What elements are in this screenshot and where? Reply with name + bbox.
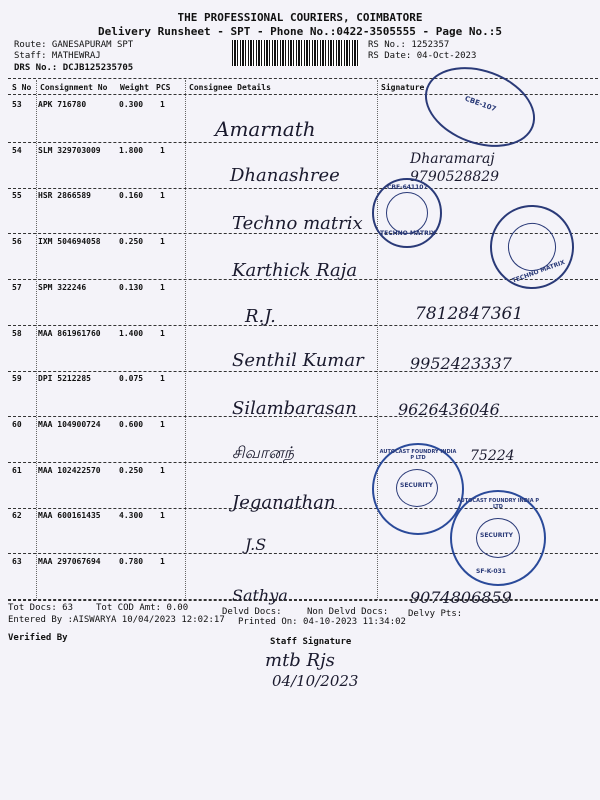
autocast-stamp — [450, 490, 546, 586]
row-weight: 0.780 — [119, 557, 144, 566]
col-consignee: Consignee Details — [189, 83, 271, 92]
row-consignment: MAA 600161435 — [38, 511, 101, 520]
stamp-name: AUTOCAST FOUNDRY INDIA P LTD — [379, 449, 457, 461]
total-docs: Tot Docs: 63 — [8, 603, 74, 613]
stamp-name: TECHNO MATRIX — [380, 230, 436, 237]
row-consignment: DPI 5212285 — [38, 374, 91, 383]
hw-consignee: Amarnath — [215, 117, 316, 141]
route: Route: GANESAPURAM SPT — [14, 40, 134, 50]
hw-consignee: J.S — [245, 535, 267, 554]
row-pcs: 1 — [160, 420, 165, 429]
row-sno: 56 — [12, 237, 22, 246]
row-pcs: 1 — [160, 511, 165, 520]
entered-by: Entered By :AISWARYA 10/04/2023 12:02:17 — [8, 615, 225, 625]
row-sno: 62 — [12, 511, 22, 520]
hw-consignee: Techno matrix — [232, 213, 363, 234]
divider — [8, 600, 598, 601]
company-stamp — [414, 53, 546, 162]
stamp-code: CBE-641107 — [387, 184, 428, 191]
techno-matrix-stamp — [372, 178, 442, 248]
row-weight: 0.300 — [119, 100, 144, 109]
col-pcs: PCS — [156, 83, 171, 92]
row-consignment: MAA 102422570 — [38, 466, 101, 475]
row-consignment: MAA 297067694 — [38, 557, 101, 566]
verified-by: Verified By — [8, 633, 68, 643]
row-weight: 0.600 — [119, 420, 144, 429]
row-sno: 54 — [12, 146, 22, 155]
row-sno: 57 — [12, 283, 22, 292]
hw-consignee: R.J. — [245, 306, 276, 327]
hw-signature: 9074806859 — [410, 588, 512, 607]
hw-signature: 9952423337 — [410, 354, 512, 373]
col-weight: Weight — [120, 83, 149, 92]
row-consignment: MAA 861961760 — [38, 329, 101, 338]
staff-signature-label: Staff Signature — [270, 637, 352, 647]
row-divider — [8, 188, 598, 189]
row-pcs: 1 — [160, 237, 165, 246]
autocast-stamp — [372, 443, 464, 535]
staff-sign-date: 04/10/2023 — [272, 672, 359, 690]
hw-consignee: Senthil Kumar — [232, 350, 364, 371]
hw-consignee: சிவானந் — [232, 443, 294, 462]
row-pcs: 1 — [160, 329, 165, 338]
col-guide — [36, 80, 37, 600]
row-weight: 0.250 — [119, 237, 144, 246]
hw-signature: Dharamaraj 9790528829 — [410, 151, 500, 185]
row-weight: 0.075 — [119, 374, 144, 383]
row-pcs: 1 — [160, 374, 165, 383]
row-consignment: IXM 504694058 — [38, 237, 101, 246]
row-pcs: 1 — [160, 283, 165, 292]
rs-date: RS Date: 04-Oct-2023 — [368, 51, 477, 61]
hw-signature: 7812847361 — [415, 304, 524, 324]
row-consignment: MAA 104900724 — [38, 420, 101, 429]
col-guide — [377, 80, 378, 600]
hw-consignee: Karthick Raja — [232, 260, 358, 281]
row-pcs: 1 — [160, 146, 165, 155]
stamp-code: CBE-107 — [463, 94, 498, 114]
staff: Staff: MATHEWRAJ — [14, 51, 101, 61]
row-weight: 0.130 — [119, 283, 144, 292]
stamp-security: SECURITY — [400, 482, 433, 489]
row-weight: 1.400 — [119, 329, 144, 338]
row-sno: 58 — [12, 329, 22, 338]
row-weight: 1.800 — [119, 146, 144, 155]
barcode — [232, 40, 360, 66]
stamp-security: SECURITY — [480, 532, 513, 539]
hw-consignee: Dhanashree — [230, 165, 340, 186]
techno-matrix-stamp — [478, 193, 586, 301]
runsheet-subtitle: Delivery Runsheet - SPT - Phone No.:0422-3505555 - Page No.:5 — [98, 25, 502, 38]
col-sno: S No — [12, 83, 32, 92]
row-consignment: SLM 329703009 — [38, 146, 101, 155]
printed-on: Printed On: 04-10-2023 11:34:02 — [238, 617, 406, 627]
row-consignment: SPM 322246 — [38, 283, 87, 292]
delivery-points: Delvy Pts: — [408, 609, 463, 619]
row-weight: 0.250 — [119, 466, 144, 475]
row-sno: 53 — [12, 100, 22, 109]
hw-consignee: Silambarasan — [232, 398, 357, 419]
row-sno: 59 — [12, 374, 22, 383]
non-delivered-docs: Non Delvd Docs: — [307, 607, 389, 617]
row-divider — [8, 325, 598, 326]
col-consignment: Consignment No — [40, 83, 108, 92]
row-sno: 60 — [12, 420, 22, 429]
hw-consignee: Sathya — [232, 586, 288, 605]
stamp-name: TECHNO MATRIX — [511, 258, 566, 285]
row-sno: 61 — [12, 466, 22, 475]
col-signature: Signature — [381, 83, 425, 92]
stamp-code: SF-K-031 — [476, 568, 506, 575]
hw-signature: 9626436046 — [398, 400, 500, 419]
row-pcs: 1 — [160, 557, 165, 566]
divider — [8, 78, 598, 79]
row-pcs: 1 — [160, 466, 165, 475]
staff-signature: mtb Rjs — [265, 650, 335, 671]
row-pcs: 1 — [160, 100, 165, 109]
row-sno: 63 — [12, 557, 22, 566]
drs-number: DRS No.: DCJB125235705 — [14, 63, 134, 73]
row-sno: 55 — [12, 191, 22, 200]
hw-signature: 75224 — [470, 448, 515, 464]
hw-consignee: Jeganathan — [232, 492, 336, 513]
delivered-docs: Delvd Docs: — [222, 607, 282, 617]
row-weight: 4.300 — [119, 511, 144, 520]
total-cod: Tot COD Amt: 0.00 — [96, 603, 189, 613]
company-title: THE PROFESSIONAL COURIERS, COIMBATORE — [177, 11, 423, 24]
row-consignment: HSR 2866589 — [38, 191, 91, 200]
row-consignment: APK 716780 — [38, 100, 87, 109]
col-guide — [185, 80, 186, 600]
row-pcs: 1 — [160, 191, 165, 200]
rs-number: RS No.: 1252357 — [368, 40, 450, 50]
row-weight: 0.160 — [119, 191, 144, 200]
stamp-name: AUTOCAST FOUNDRY INDIA P LTD — [456, 498, 540, 510]
